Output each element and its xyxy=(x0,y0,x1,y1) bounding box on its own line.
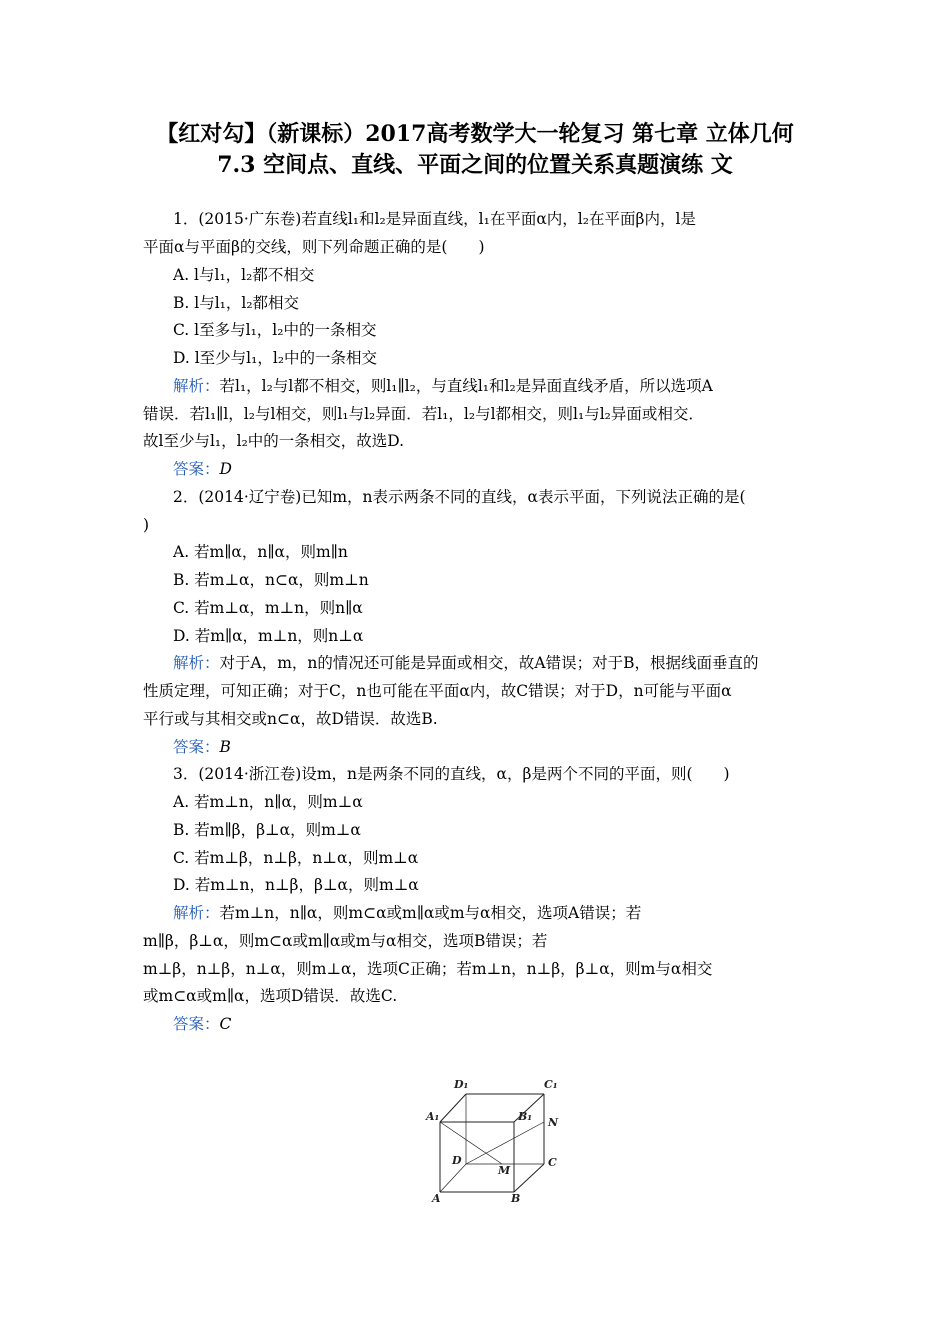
edge-a1-d1 xyxy=(440,1094,466,1122)
q1-analysis-line1 xyxy=(173,374,841,398)
label-d1: D₁ xyxy=(454,1078,469,1091)
segment-a1-m xyxy=(440,1122,502,1164)
edge-d-a xyxy=(440,1164,466,1192)
label-m: M xyxy=(498,1164,511,1177)
q1-option-a: A. l与l₁，l₂都不相交 xyxy=(173,266,315,284)
q3-option-b: B. 若m∥β，β⊥α，则m⊥α xyxy=(173,821,361,839)
q1-analysis-line3: 故l至少与l₁，l₂中的一条相交，故选D. xyxy=(143,432,405,450)
cube-figure xyxy=(420,1068,570,1208)
doc-title-line1: 【红对勾】（新课标）2017高考数学大一轮复习 第七章 立体几何 xyxy=(156,121,794,147)
q3-option-a: A. 若m⊥n，n∥α，则m⊥α xyxy=(173,793,363,811)
q3-analysis-line3: m⊥β，n⊥β，n⊥α，则m⊥α，选项C正确；若m⊥n，n⊥β，β⊥α，则m与α相交 xyxy=(143,960,713,978)
q3-analysis-line2: m∥β，β⊥α，则m⊂α或m∥α或m与α相交，选项B错误；若 xyxy=(143,932,548,950)
label-a1: A₁ xyxy=(426,1110,440,1123)
label-d: D xyxy=(452,1154,462,1167)
label-b: B xyxy=(511,1192,521,1205)
q3-analysis-line1 xyxy=(173,901,811,925)
q1-stem-line2: 平面α与平面β的交线，则下列命题正确的是( ) xyxy=(143,238,485,256)
q2-option-d: D. 若m∥α，m⊥n，则n⊥α xyxy=(173,627,364,645)
q3-analysis-label: 解析： xyxy=(173,904,220,922)
q3-answer-value: C xyxy=(219,1015,232,1033)
edge-c-b xyxy=(514,1164,544,1192)
q3-stem-line1: 3．(2014·浙江卷)设m，n是两条不同的直线，α，β是两个不同的平面，则( ) xyxy=(173,765,730,783)
q1-option-c: C. l至多与l₁，l₂中的一条相交 xyxy=(173,321,377,339)
cube-diagram xyxy=(420,1068,570,1208)
q3-option-d: D. 若m⊥n，n⊥β，β⊥α，则m⊥α xyxy=(173,876,419,894)
label-b1: B₁ xyxy=(518,1110,533,1123)
q2-analysis-line2: 性质定理，可知正确；对于C，n也可能在平面α内，故C错误；对于D，n可能与平面α xyxy=(143,682,732,700)
q3-option-c: C. 若m⊥β，n⊥β，n⊥α，则m⊥α xyxy=(173,849,419,867)
q1-answer xyxy=(173,457,841,481)
q3-answer-label: 答案： xyxy=(173,1015,220,1033)
label-c1: C₁ xyxy=(544,1078,558,1091)
doc-title-line2: 7.3 空间点、直线、平面之间的位置关系真题演练 文 xyxy=(217,152,733,178)
q2-stem-line1: 2．(2014·辽宁卷)已知m，n表示两条不同的直线，α表示平面，下列说法正确的是( xyxy=(173,488,746,506)
q1-answer-label: 答案： xyxy=(173,460,220,478)
q2-option-a: A. 若m∥α，n∥α，则m∥n xyxy=(173,543,348,561)
q1-answer-value: D xyxy=(219,460,232,478)
q2-answer-label: 答案： xyxy=(173,738,220,756)
q2-answer xyxy=(173,735,841,759)
segment-d-n xyxy=(466,1122,544,1164)
q2-stem-line2: ) xyxy=(143,516,150,534)
q3-analysis-text1: 若m⊥n，n∥α，则m⊂α或m∥α或m与α相交，选项A错误；若 xyxy=(219,904,642,922)
q2-option-b: B. 若m⊥α，n⊂α，则m⊥n xyxy=(173,571,369,589)
q1-option-b: B. l与l₁，l₂都相交 xyxy=(173,294,300,312)
q3-answer xyxy=(173,1012,841,1036)
q2-analysis-label: 解析： xyxy=(173,654,220,672)
q3-analysis-line4: 或m⊂α或m∥α，选项D错误．故选C. xyxy=(143,987,398,1005)
q2-option-c: C. 若m⊥α，m⊥n，则n∥α xyxy=(173,599,363,617)
label-a: A xyxy=(432,1192,441,1205)
q2-analysis-line1 xyxy=(173,651,841,675)
q1-option-d: D. l至少与l₁，l₂中的一条相交 xyxy=(173,349,378,367)
q1-analysis-line2: 错误．若l₁∥l，l₂与l相交，则l₁与l₂异面．若l₁，l₂与l都相交，则l₁与l₂异面或相交． xyxy=(143,405,704,423)
q2-analysis-text1: 对于A，m，n的情况还可能是异面或相交，故A错误；对于B，根据线面垂直的 xyxy=(219,654,759,672)
q1-analysis-label: 解析： xyxy=(173,377,220,395)
label-n: N xyxy=(548,1116,559,1129)
label-c: C xyxy=(548,1156,557,1169)
q1-stem-line1: 1．(2015·广东卷)若直线l₁和l₂是异面直线，l₁在平面α内，l₂在平面β内，l是 xyxy=(173,210,696,228)
q2-analysis-line3: 平行或与其相交或n⊂α，故D错误．故选B. xyxy=(143,710,438,728)
q1-analysis-text1: 若l₁，l₂与l都不相交，则l₁∥l₂，与直线l₁和l₂是异面直线矛盾，所以选项A xyxy=(219,377,713,395)
q2-answer-value: B xyxy=(219,738,231,756)
